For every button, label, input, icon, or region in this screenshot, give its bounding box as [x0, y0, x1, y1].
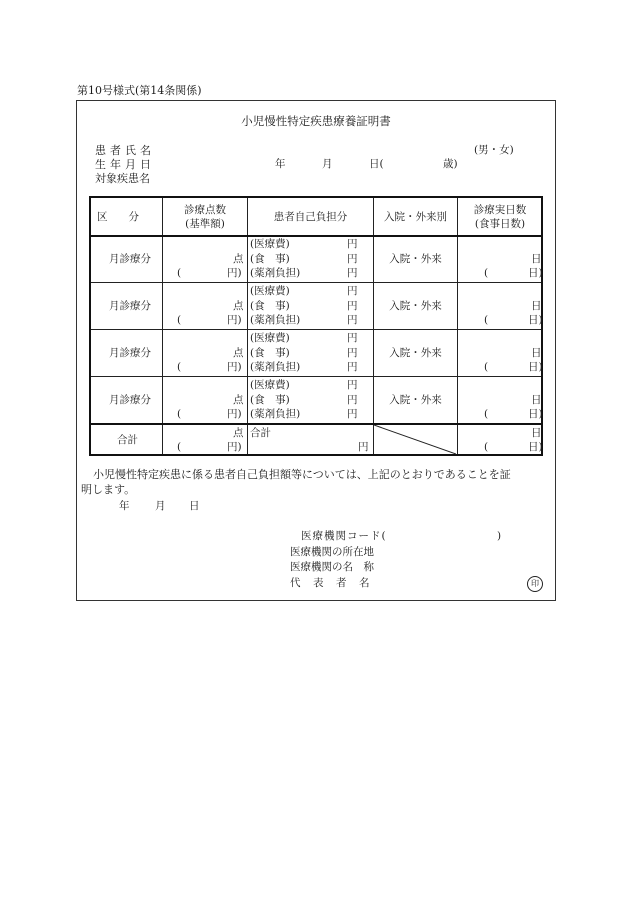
certification-text-line2: 明します。 — [81, 483, 136, 496]
row-days-unit: 日 — [531, 347, 542, 359]
row-meal-open: ( — [484, 361, 489, 373]
row-yen-unit: 円 — [347, 285, 358, 297]
row-yen-close: 円) — [227, 314, 242, 326]
row-yen-unit: 円 — [347, 314, 358, 326]
row-yen-open: ( — [177, 267, 182, 279]
header-inpatient-outpatient: 入院・外来別 — [384, 211, 447, 223]
row-yen-open: ( — [177, 408, 182, 420]
row-yen-close: 円) — [227, 408, 242, 420]
row-drug-label: (薬剤負担) — [250, 267, 301, 279]
patient-sex-field[interactable]: (男・女) — [474, 144, 514, 156]
row-meal-close: 日) — [528, 361, 543, 373]
row-divider — [91, 329, 541, 330]
certificate-title: 小児慢性特定疾患療養証明書 — [241, 114, 391, 128]
row-drug-label: (薬剤負担) — [250, 314, 301, 326]
certificate-frame — [76, 100, 556, 601]
row-type-option[interactable]: 入院・外来 — [389, 300, 442, 312]
row-yen-unit: 円 — [347, 394, 358, 406]
billing-table — [89, 196, 543, 456]
row-category: 月診療分 — [109, 253, 151, 265]
birth-month-label: 月 — [322, 158, 333, 170]
row-points-unit: 点 — [233, 394, 244, 406]
total-label: 合計 — [117, 434, 138, 446]
row-medical-label: (医療費) — [250, 238, 290, 250]
total-divider — [91, 423, 541, 425]
institution-code-label: 医療機関コード( — [301, 530, 387, 542]
row-divider — [91, 376, 541, 377]
total-yen-open: ( — [177, 441, 182, 453]
total-self-pay-label: 合計 — [250, 427, 271, 439]
row-yen-close: 円) — [227, 267, 242, 279]
total-meal-open: ( — [484, 441, 489, 453]
row-meal-label: (食 事) — [250, 394, 290, 406]
row-drug-label: (薬剤負担) — [250, 361, 301, 373]
row-points-unit: 点 — [233, 347, 244, 359]
header-category: 区 分 — [97, 211, 139, 223]
row-yen-close: 円) — [227, 361, 242, 373]
header-divider — [91, 235, 541, 237]
total-meal-close: 日) — [528, 441, 543, 453]
header-treatment-days: 診療実日数 — [473, 204, 527, 216]
row-yen-unit: 円 — [347, 253, 358, 265]
row-category: 月診療分 — [109, 394, 151, 406]
disease-name-label: 対象疾患名 — [95, 172, 150, 185]
certification-text-line1: 小児慢性特定疾患に係る患者自己負担額等については、上記のとおりであることを証 — [93, 468, 511, 481]
row-meal-close: 日) — [528, 314, 543, 326]
seal-icon: 印 — [527, 576, 543, 592]
row-medical-label: (医療費) — [250, 285, 290, 297]
header-points-sub: (基準額) — [185, 218, 225, 230]
row-days-unit: 日 — [531, 300, 542, 312]
cert-day-label: 日 — [189, 500, 200, 512]
total-yen-close: 円) — [227, 441, 242, 453]
row-divider — [91, 282, 541, 283]
row-type-option[interactable]: 入院・外来 — [389, 394, 442, 406]
birth-date-label: 生年月日 — [95, 158, 155, 171]
patient-name-label: 患者氏名 — [95, 144, 155, 157]
row-yen-unit: 円 — [347, 361, 358, 373]
total-self-pay-yen: 円 — [358, 441, 369, 453]
cert-year-label: 年 — [119, 500, 130, 512]
row-yen-open: ( — [177, 314, 182, 326]
row-yen-open: ( — [177, 361, 182, 373]
institution-address-label: 医療機関の所在地 — [290, 546, 374, 558]
cert-month-label: 月 — [155, 500, 166, 512]
row-meal-close: 日) — [528, 408, 543, 420]
row-meal-label: (食 事) — [250, 253, 290, 265]
row-medical-label: (医療費) — [250, 379, 290, 391]
row-yen-unit: 円 — [347, 408, 358, 420]
row-yen-unit: 円 — [347, 332, 358, 344]
row-yen-unit: 円 — [347, 379, 358, 391]
row-points-unit: 点 — [233, 253, 244, 265]
row-category: 月診療分 — [109, 300, 151, 312]
row-yen-unit: 円 — [347, 238, 358, 250]
row-category: 月診療分 — [109, 347, 151, 359]
form-number: 第10号様式(第14条関係) — [77, 84, 202, 97]
row-meal-open: ( — [484, 267, 489, 279]
header-self-pay: 患者自己負担分 — [273, 211, 348, 223]
row-type-option[interactable]: 入院・外来 — [389, 253, 442, 265]
row-medical-label: (医療費) — [250, 332, 290, 344]
row-yen-unit: 円 — [347, 267, 358, 279]
row-yen-unit: 円 — [347, 347, 358, 359]
row-points-unit: 点 — [233, 300, 244, 312]
row-days-unit: 日 — [531, 253, 542, 265]
row-type-option[interactable]: 入院・外来 — [389, 347, 442, 359]
birth-day-label: 日( — [369, 158, 384, 170]
row-meal-open: ( — [484, 314, 489, 326]
slash-diagonal — [374, 425, 456, 455]
header-treatment-days-sub: (食事日数) — [474, 218, 526, 230]
row-drug-label: (薬剤負担) — [250, 408, 301, 420]
age-label: 歳) — [443, 158, 458, 170]
institution-code-close: ) — [497, 530, 502, 542]
row-meal-close: 日) — [528, 267, 543, 279]
row-days-unit: 日 — [531, 394, 542, 406]
institution-name-label: 医療機関の名 称 — [290, 561, 374, 573]
row-meal-label: (食 事) — [250, 347, 290, 359]
birth-year-label: 年 — [275, 158, 286, 170]
row-meal-label: (食 事) — [250, 300, 290, 312]
total-days-unit: 日 — [531, 427, 542, 439]
total-points-unit: 点 — [233, 427, 244, 439]
header-points: 診療点数 — [184, 204, 226, 216]
row-yen-unit: 円 — [347, 300, 358, 312]
representative-name-label: 代 表 者 名 — [290, 577, 371, 589]
row-meal-open: ( — [484, 408, 489, 420]
